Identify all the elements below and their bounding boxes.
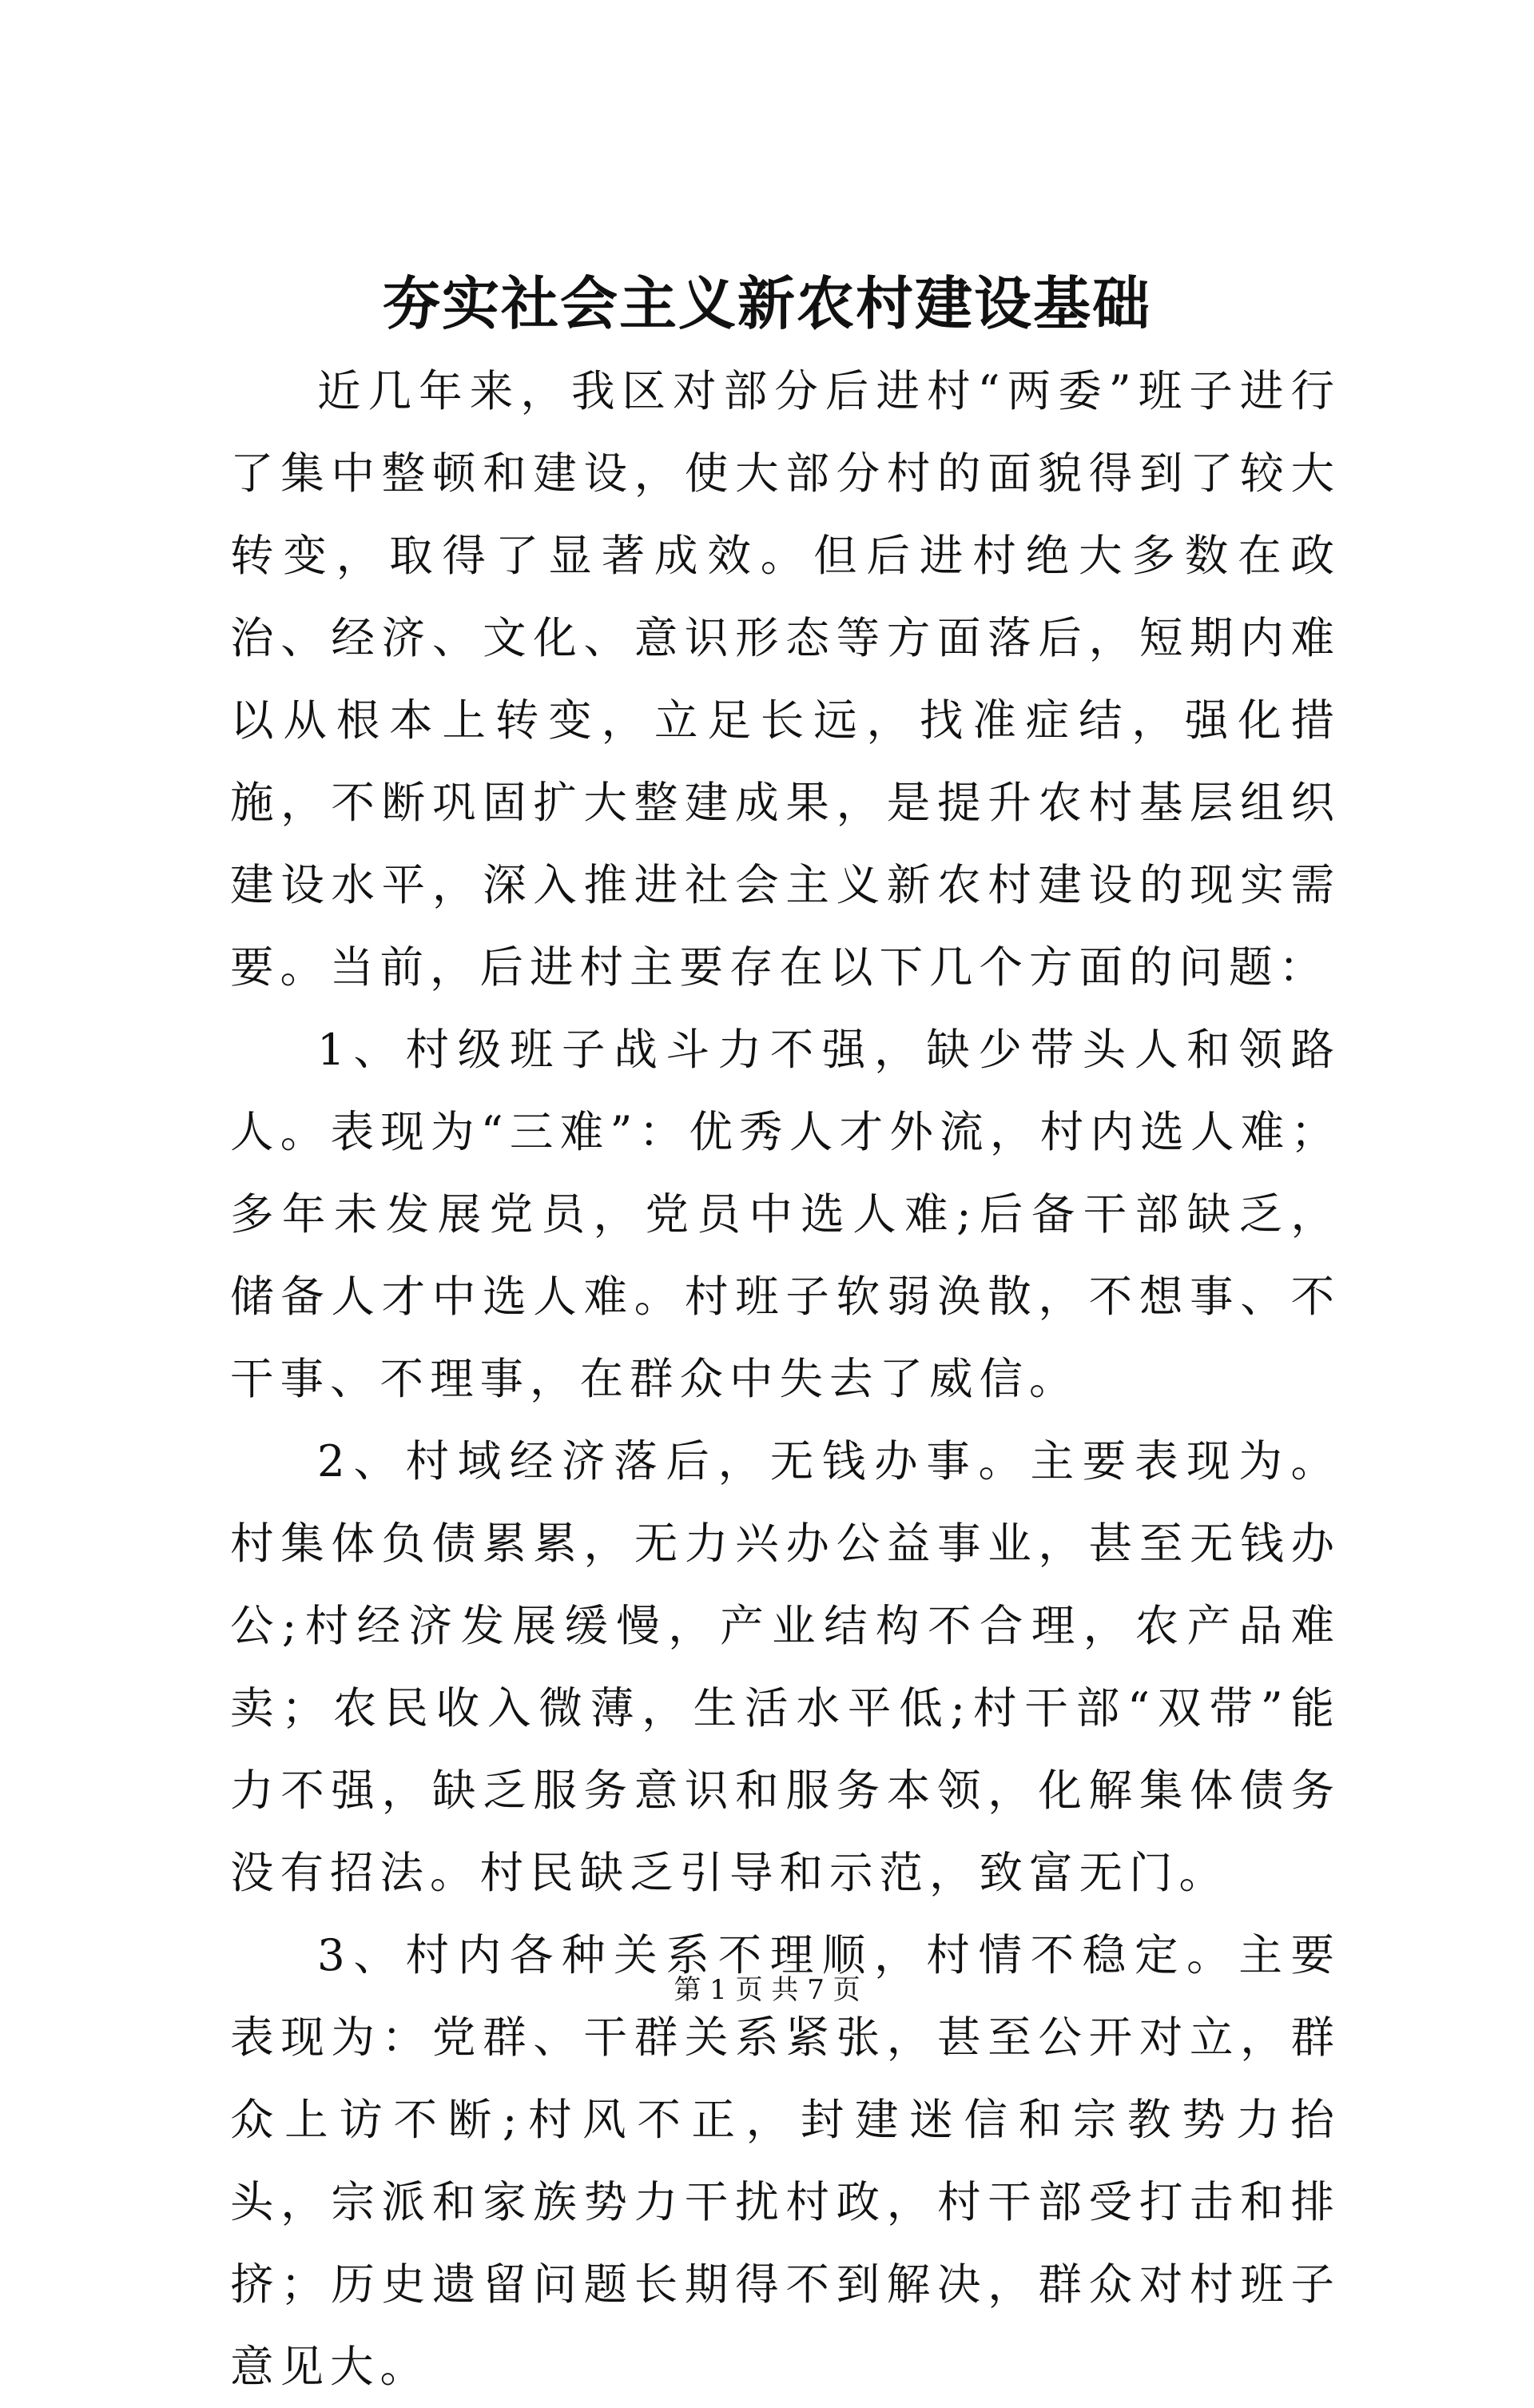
paragraph-item-3: 3、村内各种关系不理顺，村情不稳定。主要表现为：党群、干群关系紧张，甚至公开对立，群众上访不断;村风不正，封建迷信和宗教势力抬头，宗派和家族势力干扰村政，村干部受打击和排挤；历史遗留问题长期得不到解决，群众对村班子意见大。 [230, 1929, 1341, 2392]
paragraph-item-2: 2、村域经济落后，无钱办事。主要表现为。村集体负债累累，无力兴办公益事业，甚至无钱办公;村经济发展缓慢，产业结构不合理，农产品难卖；农民收入微薄，生活水平低;村干部“双带”能力不强，缺乏服务意识和服务本领，化解集体债务没有招法。村民缺乏引导和示范，致富无门。 [230, 1435, 1341, 1898]
paragraph-item-1: 1、村级班子战斗力不强，缺少带头人和领路人。表现为“三难”：优秀人才外流，村内选人难；多年未发展党员，党员中选人难;后备干部缺乏，储备人才中选人难。村班子软弱涣散，不想事、不干事、不理事，在群众中失去了威信。 [230, 1024, 1341, 1404]
document-title: 夯实社会主义新农村建设基础 [382, 269, 1151, 337]
paragraph-intro: 近几年来，我区对部分后进村“两委”班子进行了集中整顿和建设，使大部分村的面貌得到了较大转变，取得了显著成效。但后进村绝大多数在政治、经济、文化、意识形态等方面落后，短期内难以从根本上转变，立足长远，找准症结，强化措施，不断巩固扩大整建成果，是提升农村基层组织建设水平，深入推进社会主义新农村建设的现实需要。当前，后进村主要存在以下几个方面的问题： [230, 365, 1341, 993]
document-body [230, 350, 1341, 2408]
page-number-footer: 第 1 页 共 7 页 [674, 1974, 860, 2006]
